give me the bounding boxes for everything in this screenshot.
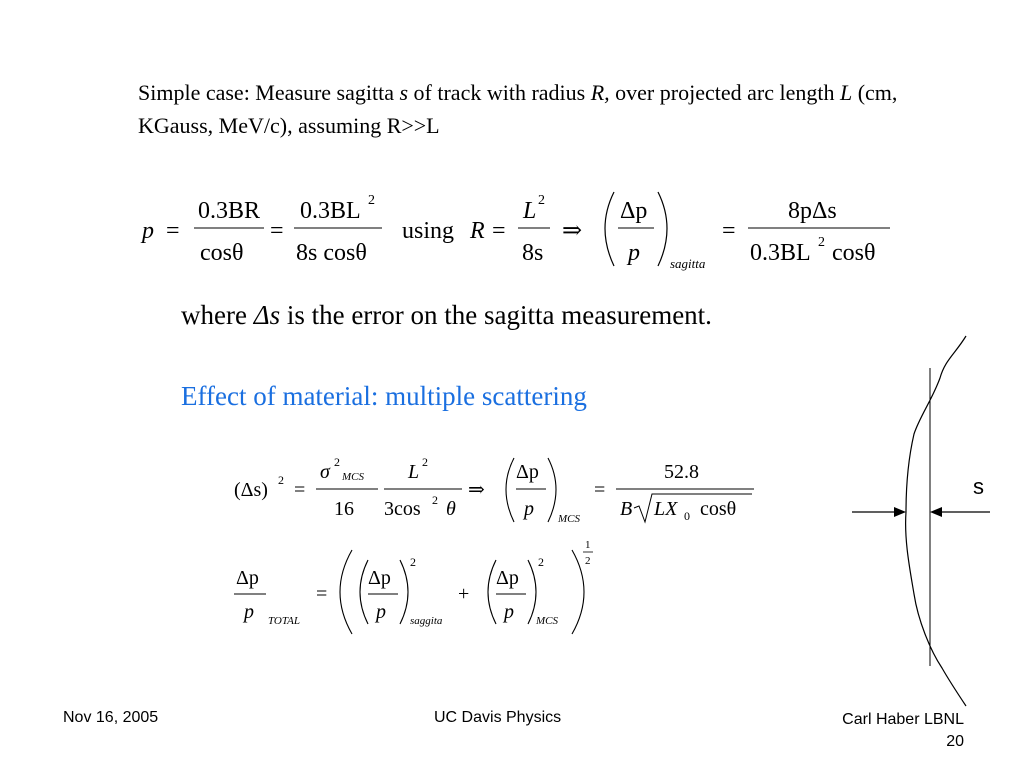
eq1-implies: ⇒ xyxy=(562,218,583,244)
eq1-dp: Δp xyxy=(620,198,648,224)
eq2-mcs-sub: MCS xyxy=(342,471,364,483)
track-curve xyxy=(906,336,966,706)
eq3-mcs-sub: MCS xyxy=(536,615,558,627)
eq1-f3-num-sup: 2 xyxy=(538,193,545,208)
eq1-f4-den: 0.3BL xyxy=(750,240,811,266)
eq1-f4-den-sup: 2 xyxy=(818,235,825,250)
where-part2: is the error on the sagitta measurement. xyxy=(280,300,712,330)
eq2-p: p xyxy=(524,498,534,520)
sagitta-label: s xyxy=(973,474,984,499)
eq2-mcs-sub2: MCS xyxy=(558,513,580,525)
eq3-left-paren-2 xyxy=(488,560,496,624)
intro-part2: of track with radius xyxy=(408,80,591,105)
eq1-f1-num: 0.3BR xyxy=(198,198,261,224)
eq3-saggita-sub: saggita xyxy=(410,615,443,627)
footer-author: Carl Haber LBNL xyxy=(842,711,964,728)
eq3-dp2: Δp xyxy=(496,567,519,589)
eq3-outer-left-paren xyxy=(340,550,352,634)
eq1-eq2: = xyxy=(270,218,284,244)
eq2-L: L xyxy=(408,461,420,483)
eq2-dp: Δp xyxy=(516,461,539,483)
eq2-sigma: σ xyxy=(320,461,330,483)
eq2-eq2: = xyxy=(594,479,606,501)
eq3-outer-right-paren xyxy=(572,550,584,634)
right-arrow-head xyxy=(930,507,942,517)
eq1-eq4: = xyxy=(722,218,736,244)
eq2-cos-sup: 2 xyxy=(432,493,438,507)
eq2-right-paren xyxy=(548,458,556,522)
left-arrow-head xyxy=(894,507,906,517)
eq2-eq1: = xyxy=(294,479,306,501)
intro-part4: (cm, KGauss, MeV/c), assuming R>>L xyxy=(138,80,898,138)
eq2-implies: ⇒ xyxy=(468,479,485,501)
where-ds: Δs xyxy=(253,300,281,330)
intro-R: R, xyxy=(590,80,610,105)
eq2-L-sup: 2 xyxy=(422,455,428,469)
equation-total-resolution xyxy=(228,536,608,636)
eq3-p: p xyxy=(244,601,254,623)
eq1-f4-num: 8pΔs xyxy=(788,198,837,224)
intro-paragraph xyxy=(138,76,958,142)
eq1-eq1: = xyxy=(166,218,180,244)
eq3-p2: p xyxy=(504,601,514,623)
eq1-f2-num-sup: 2 xyxy=(368,193,375,208)
eq1-using: using xyxy=(402,218,455,244)
intro-part1: Simple case: Measure sagitta xyxy=(138,80,400,105)
eq3-left-paren-1 xyxy=(360,560,368,624)
eq3-right-paren-2 xyxy=(528,560,536,624)
eq1-R: R xyxy=(470,218,485,244)
eq3-half-den: 2 xyxy=(585,555,591,567)
eq2-cos: cosθ xyxy=(700,498,737,520)
intro-part3: over projected arc length xyxy=(609,80,840,105)
eq3-plus: + xyxy=(458,583,470,605)
eq3-right-paren-1 xyxy=(400,560,408,624)
intro-s: s xyxy=(399,80,409,105)
eq3-sup1: 2 xyxy=(410,555,416,569)
eq1-p-den: p xyxy=(628,240,640,266)
where-part1: where xyxy=(181,300,254,330)
equation-momentum-sagitta xyxy=(130,180,910,280)
eq1-f3-den: 8s xyxy=(522,240,544,266)
eq1-f3-num: L xyxy=(523,198,537,224)
eq1-eq3: = xyxy=(492,218,506,244)
eq1-p: p xyxy=(142,218,154,244)
eq1-left-paren xyxy=(605,192,614,266)
eq1-f2-den: 8s cosθ xyxy=(296,240,367,266)
eq1-f1-den: cosθ xyxy=(200,240,244,266)
eq3-sup2: 2 xyxy=(538,555,544,569)
eq2-sigma-sup: 2 xyxy=(334,455,340,469)
footer-page-number: 20 xyxy=(946,733,964,750)
intro-L: L xyxy=(839,80,853,105)
eq3-dp: Δp xyxy=(236,567,259,589)
eq2-B: B xyxy=(620,498,633,520)
eq1-f4-den-end: cosθ xyxy=(832,240,876,266)
footer-date: Nov 16, 2005 xyxy=(63,709,159,726)
eq2-theta: θ xyxy=(446,498,456,520)
sagitta-diagram xyxy=(840,330,1000,710)
eq2-LX: LX xyxy=(654,498,678,520)
eq3-eq: = xyxy=(316,583,328,605)
eq2-cos-den: 3cos xyxy=(384,498,421,520)
eq2-zero: 0 xyxy=(684,509,690,523)
eq3-dp1: Δp xyxy=(368,567,391,589)
eq1-right-paren xyxy=(658,192,667,266)
footer-center: UC Davis Physics xyxy=(434,709,562,726)
eq2-sixteen: 16 xyxy=(334,498,354,520)
where-sentence xyxy=(181,300,712,331)
eq3-total-sub: TOTAL xyxy=(268,615,301,627)
eq3-p1: p xyxy=(376,601,386,623)
footer-right xyxy=(812,709,964,753)
eq3-half-num: 1 xyxy=(585,539,591,551)
eq1-f2-num: 0.3BL xyxy=(300,198,361,224)
equation-mcs-error xyxy=(228,448,768,532)
eq2-ds: (Δs) xyxy=(234,479,268,501)
effect-heading: Effect of material: multiple scattering xyxy=(181,381,587,411)
eq2-left-paren xyxy=(506,458,514,522)
eq1-sagitta-sub: sagitta xyxy=(670,256,706,271)
eq2-value: 52.8 xyxy=(664,461,699,483)
eq2-ds-sup: 2 xyxy=(278,473,284,487)
